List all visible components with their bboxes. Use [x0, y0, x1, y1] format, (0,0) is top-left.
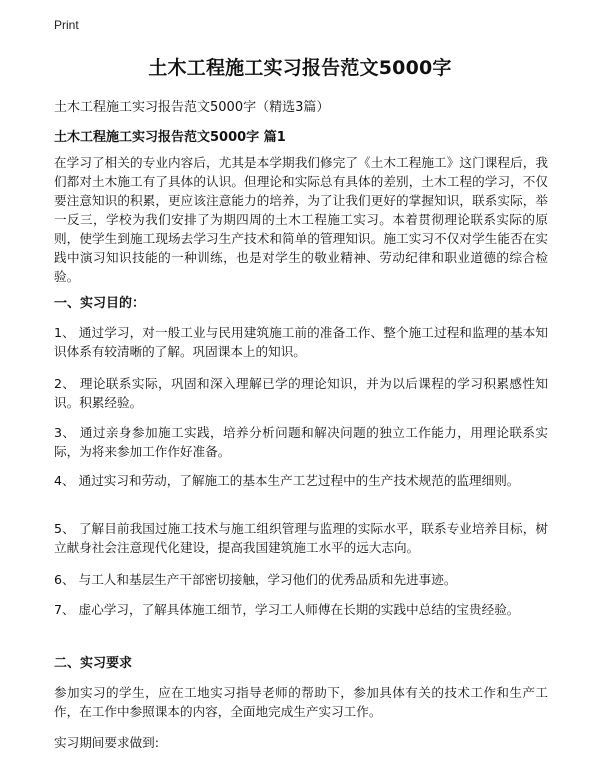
goal-item-1: 1、 通过学习，对一般工业与民用建筑施工前的准备工作、整个施工过程和监理的基本知识体系有较清晰的了解。巩固课本上的知识。	[54, 325, 548, 359]
print-label[interactable]: Print	[54, 18, 79, 32]
page-title: 土木工程施工实习报告范文5000字	[148, 57, 452, 79]
requirements-heading: 二、实习要求	[54, 656, 133, 671]
requirements-period-line: 实习期间要求做到:	[54, 735, 159, 750]
document-subtitle: 土木工程施工实习报告范文5000字（精选3篇）	[54, 100, 330, 115]
goal-item-2: 2、 理论联系实际，巩固和深入理解已学的理论知识，并为以后课程的学习积累感性知识。积累经验。	[54, 376, 548, 410]
goal-item-5: 5、 了解目前我国过施工技术与施工组织管理与监理的实际水平，联系专业培养目标，树立献身社会注意现代化建设，提高我国建筑施工水平的远大志向。	[54, 521, 548, 555]
goal-item-7: 7、 虚心学习，了解具体施工细节，学习工人师傅在长期的实践中总结的宝贵经验。	[54, 602, 520, 617]
intro-paragraph: 在学习了相关的专业内容后，尤其是本学期我们修完了《土木工程施工》这门课程后，我们都对土木施工有了具体的认识。但理论和实际总有具体的差别，土木工程的学习，不仅要注意知识的积累，更应该注意能力的培养，为了让我们更好的掌握知识，联系实际，举一反三，学校为我们安排了为期四周的土木工程施工实习。本着贯彻理论联系实际的原则，使学生到施工现场去学习生产技术和简单的管理知识。施工实习不仅对学生能否在实践中演习知识技能的一种训练，也是对学生的敬业精神、劳动纪律和职业道德的综合检验。	[54, 155, 548, 284]
goal-item-4: 4、 通过实习和劳动，了解施工的基本生产工艺过程中的生产技术规范的监理细则。	[54, 473, 520, 488]
requirements-paragraph: 参加实习的学生，应在工地实习指导老师的帮助下，参加具体有关的技术工作和生产工作，在工作中参照课本的内容，全面地完成生产实习工作。	[54, 685, 548, 719]
goal-item-6: 6、 与工人和基层生产干部密切接触，学习他们的优秀品质和先进事迹。	[54, 572, 457, 587]
article-heading: 土木工程施工实习报告范文5000字 篇1	[54, 130, 286, 145]
goal-item-3: 3、 通过亲身参加施工实践，培养分析问题和解决问题的独立工作能力，用理论联系实际，为将来参加工作作好准备。	[54, 425, 548, 459]
goals-heading: 一、实习目的：	[54, 296, 146, 311]
